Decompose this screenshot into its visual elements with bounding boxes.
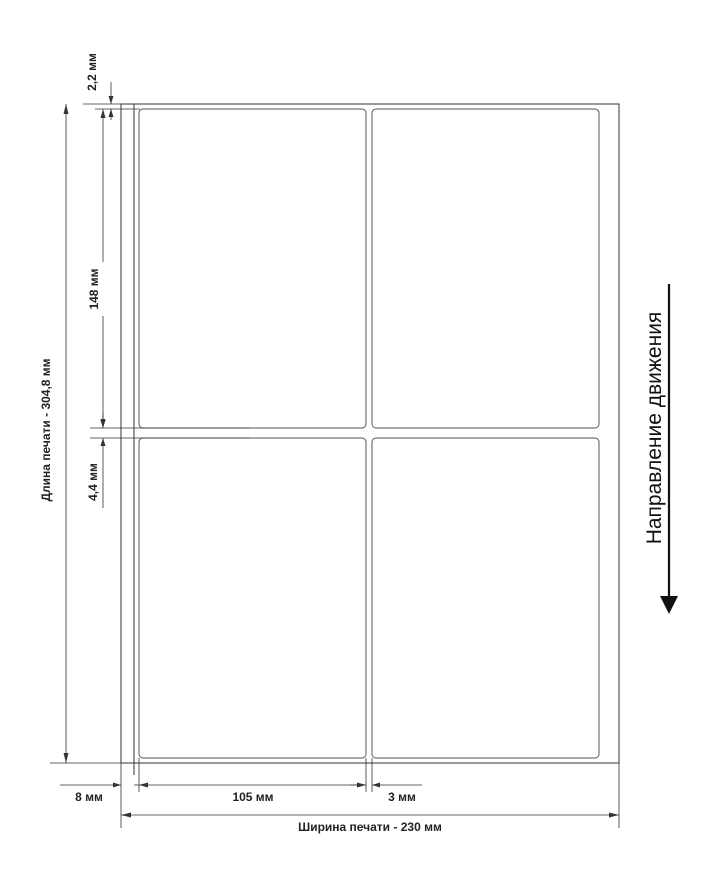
- label-bottom-right: [372, 438, 599, 758]
- print-width-label: Ширина печати - 230 мм: [298, 820, 442, 834]
- column-gap-dimension: [350, 783, 422, 788]
- left-margin-dimension: [60, 783, 139, 788]
- direction-label: Направление движения: [643, 311, 666, 545]
- row-gap-label: 4,4 мм: [86, 463, 100, 501]
- left-margin-label: 8 мм: [75, 790, 103, 804]
- top-margin-dimension: [109, 82, 114, 120]
- label-width-dimension: [139, 783, 366, 788]
- top-margin-label: 2,2 мм: [85, 53, 99, 91]
- label-top-right: [372, 109, 599, 428]
- label-bottom-left: [139, 438, 366, 758]
- label-height-label: 148 мм: [87, 268, 101, 310]
- print-length-label: Длина печати - 304,8 мм: [39, 358, 53, 502]
- column-gap-label: 3 мм: [388, 790, 416, 804]
- print-width-dimension: [121, 813, 619, 818]
- print-length-dimension: [64, 104, 69, 763]
- label-top-left: [139, 109, 366, 428]
- print-area-outline: [121, 104, 619, 763]
- extension-lines: [50, 104, 619, 828]
- label-width-label: 105 мм: [232, 790, 274, 804]
- row-gap-dimension: [101, 412, 106, 508]
